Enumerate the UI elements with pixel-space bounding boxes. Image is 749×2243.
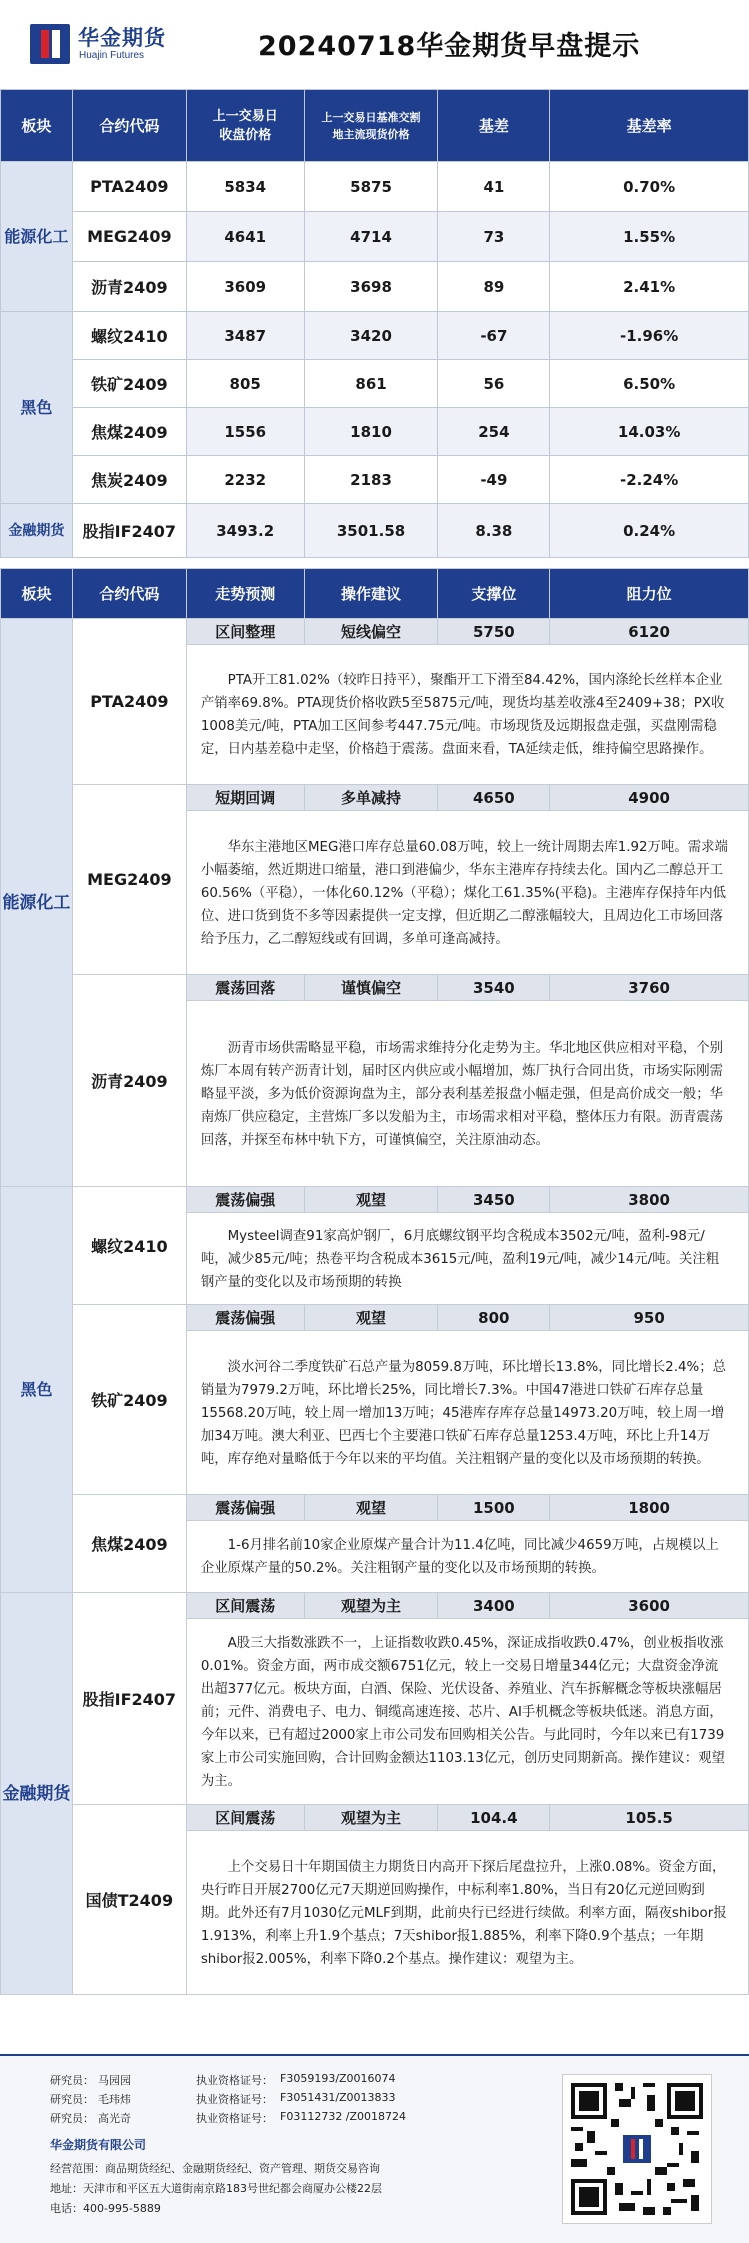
header-close-price: 上一交易日 收盘价格	[186, 90, 304, 162]
qr-code-icon	[562, 2074, 712, 2224]
support-level: 3450	[438, 1187, 550, 1213]
support-level: 4650	[438, 785, 550, 811]
contract-code: 铁矿2409	[72, 1305, 186, 1495]
resistance-level: 3600	[550, 1593, 749, 1619]
contract-code: MEG2409	[72, 785, 186, 975]
table-row	[1, 619, 749, 645]
operation-advice: 谨慎偏空	[304, 975, 438, 1001]
support-level: 3540	[438, 975, 550, 1001]
table-row	[1, 408, 749, 456]
cert-number: F3059193/Z0016074	[280, 2072, 396, 2085]
contract-code: 焦炭2409	[72, 456, 186, 504]
analysis-text: 华东主港地区MEG港口库存总量60.08万吨，较上一统计周期去库1.92万吨。需求端小幅萎缩，然近期进口缩量，港口到港偏少，华东主港库存持续去化。国内乙二醇总开工60.56%（平稳），一体化60.12%（平稳）；煤化工61.35%(平稳)。主港库存保持年内低位、进口货到货不多等因素提供一定支撑，但近期乙二醇涨幅较大，且周边化工市场回落给予压力，乙二醇短线或有回调，多单可逢高减持。	[186, 811, 748, 975]
sector-energy: 能源化工	[1, 619, 73, 1187]
basis-rate: -2.24%	[550, 456, 749, 504]
basis-value: 73	[438, 212, 550, 262]
spot-price: 5875	[304, 162, 438, 212]
contract-code: PTA2409	[72, 162, 186, 212]
brand-name-cn: 华金期货	[78, 26, 166, 50]
operation-advice: 观望	[304, 1305, 438, 1331]
header-sector: 板块	[1, 90, 73, 162]
close-price: 3609	[186, 262, 304, 312]
report-title: 20240718华金期货早盘提示	[258, 31, 641, 62]
cert-number: F3051431/Z0013833	[280, 2091, 396, 2104]
strategy-table	[0, 568, 749, 1995]
sector-finance: 金融期货	[1, 504, 73, 558]
resistance-level: 950	[550, 1305, 749, 1331]
resistance-level: 6120	[550, 619, 749, 645]
close-price: 2232	[186, 456, 304, 504]
resistance-level: 1800	[550, 1495, 749, 1521]
basis-value: 254	[438, 408, 550, 456]
close-price: 4641	[186, 212, 304, 262]
operation-advice: 观望为主	[304, 1805, 438, 1831]
operation-advice: 观望	[304, 1187, 438, 1213]
basis-value: 41	[438, 162, 550, 212]
trend-forecast: 区间整理	[186, 619, 304, 645]
contract-code: 焦煤2409	[72, 1495, 186, 1593]
firm-name: 华金期货有限公司	[50, 2138, 147, 2152]
table-row	[1, 504, 749, 558]
operation-advice: 观望为主	[304, 1593, 438, 1619]
cert-number: F03112732 /Z0018724	[280, 2110, 407, 2123]
basis-value: 89	[438, 262, 550, 312]
operation-advice: 观望	[304, 1495, 438, 1521]
trend-forecast: 区间震荡	[186, 1593, 304, 1619]
header-resistance: 阻力位	[550, 569, 749, 619]
report-footer	[0, 2054, 749, 2243]
header-advice: 操作建议	[304, 569, 438, 619]
table-row	[1, 1805, 749, 1831]
firm-phone: 电话：400-995-5889	[50, 2202, 161, 2215]
table-row	[1, 1187, 749, 1213]
cert-label: 执业资格证号：	[196, 2093, 273, 2106]
trend-forecast: 震荡回落	[186, 975, 304, 1001]
resistance-level: 105.5	[550, 1805, 749, 1831]
spot-price: 3420	[304, 312, 438, 360]
basis-table	[0, 89, 749, 558]
header-contract: 合约代码	[72, 90, 186, 162]
header-sector: 板块	[1, 569, 73, 619]
header-basis: 基差	[438, 90, 550, 162]
analysis-text: A股三大指数涨跌不一，上证指数收跌0.45%，深证成指收跌0.47%，创业板指收涨0.01%。资金方面，两市成交额6751亿元，较上一交易日增量344亿元；大盘资金净流出超377亿元。板块方面，白酒、保险、光伏设备、养殖业、汽车拆解概念等板块涨幅居前；元件、消费电子、电力、铜缆高速连接、芯片、AI手机概念等板块低迷。消息方面，今年以来，已有超过2000家上市公司发布回购相关公告。与此同时，今年以来已有1739家上市公司实施回购，合计回购金额达1103.13亿元，创历史同期新高。操作建议：观望为主。	[186, 1619, 748, 1805]
sector-black: 黑色	[1, 312, 73, 504]
table-row	[1, 162, 749, 212]
trend-forecast: 区间震荡	[186, 1805, 304, 1831]
basis-rate: -1.96%	[550, 312, 749, 360]
trend-forecast: 短期回调	[186, 785, 304, 811]
analysis-text: Mysteel调查91家高炉钢厂，6月底螺纹钢平均含税成本3502元/吨，盈利-98元/吨，减少85元/吨；热卷平均含税成本3615元/吨，盈利19元/吨，减少14元/吨。关注粗钢产量的变化以及市场预期的转换	[186, 1213, 748, 1305]
support-level: 3400	[438, 1593, 550, 1619]
close-price: 805	[186, 360, 304, 408]
analysis-text: 1-6月排名前10家企业原煤产量合计为11.4亿吨，同比减少4659万吨，占规模以上企业原煤产量的50.2%。关注粗钢产量的变化以及市场预期的转换。	[186, 1521, 748, 1593]
analysis-text: PTA开工81.02%（较昨日持平），聚酯开工下滑至84.42%，国内涤纶长丝样本企业产销率69.8%。PTA现货价格收跌5至5875元/吨，现货均基差收涨4至2409+38；PX收1008美元/吨，PTA加工区间参考447.75元/吨。市场现货及远期报盘走强，买盘刚需稳定，日内基差稳中走坚，价格趋于震荡。盘面来看，TA延续走低，维持偏空思路操作。	[186, 645, 748, 785]
table-row	[1, 456, 749, 504]
analysis-text: 上个交易日十年期国债主力期货日内高开下探后尾盘拉升，上涨0.08%。资金方面，央行昨日开展2700亿元7天期逆回购操作，中标利率1.80%，当日有20亿元逆回购到期。此外还有7月1030亿元MLF到期，此前央行已经进行续做。利率方面，隔夜shibor报1.913%，利率上升1.9个基点；7天shibor报1.885%，利率下降0.9个基点；一年期shibor报2.005%，利率下降0.2个基点。操作建议：观望为主。	[186, 1831, 748, 1995]
spot-price: 861	[304, 360, 438, 408]
spot-price: 3501.58	[304, 504, 438, 558]
close-price: 1556	[186, 408, 304, 456]
header-contract: 合约代码	[72, 569, 186, 619]
logo-mark-icon	[30, 24, 70, 64]
table-row	[1, 975, 749, 1001]
support-level: 5750	[438, 619, 550, 645]
contract-code: 铁矿2409	[72, 360, 186, 408]
contract-code: 股指IF2407	[72, 1593, 186, 1805]
researcher-name: 高光奇	[98, 2112, 131, 2125]
header-basis-rate: 基差率	[550, 90, 749, 162]
sector-finance: 金融期货	[1, 1593, 73, 1995]
contract-code: 沥青2409	[72, 262, 186, 312]
firm-address: 地址：天津市和平区五大道街南京路183号世纪都会商厦办公楼22层	[50, 2182, 382, 2195]
basis-rate: 1.55%	[550, 212, 749, 262]
support-level: 800	[438, 1305, 550, 1331]
sector-energy: 能源化工	[1, 162, 73, 312]
table-row	[1, 1593, 749, 1619]
basis-value: -67	[438, 312, 550, 360]
table-row	[1, 785, 749, 811]
header-support: 支撑位	[438, 569, 550, 619]
spot-price: 1810	[304, 408, 438, 456]
contract-code: MEG2409	[72, 212, 186, 262]
table-row	[1, 360, 749, 408]
business-scope: 经营范围：商品期货经纪、金融期货经纪、资产管理、期货交易咨询	[50, 2162, 380, 2175]
cert-label: 执业资格证号：	[196, 2112, 273, 2125]
brand-logo	[30, 20, 180, 68]
support-level: 104.4	[438, 1805, 550, 1831]
basis-rate: 14.03%	[550, 408, 749, 456]
header-spot-price: 上一交易日基准交割 地主流现货价格	[304, 90, 438, 162]
spot-price: 3698	[304, 262, 438, 312]
operation-advice: 多单减持	[304, 785, 438, 811]
contract-code: 国债T2409	[72, 1805, 186, 1995]
researcher-label: 研究员：	[50, 2112, 94, 2125]
table-row	[1, 1305, 749, 1331]
basis-rate: 0.24%	[550, 504, 749, 558]
researcher-label: 研究员：	[50, 2093, 94, 2106]
researcher-name: 马园园	[98, 2074, 131, 2087]
basis-rate: 2.41%	[550, 262, 749, 312]
support-level: 1500	[438, 1495, 550, 1521]
contract-code: 焦煤2409	[72, 408, 186, 456]
basis-rate: 0.70%	[550, 162, 749, 212]
resistance-level: 4900	[550, 785, 749, 811]
analysis-text: 沥青市场供需略显平稳，市场需求维持分化走势为主。华北地区供应相对平稳，个别炼厂本周有转产沥青计划，届时区内供应或小幅增加，炼厂执行合同出货，市场实际刚需略显平淡，多为低价资源询盘为主，部分表利基差报盘小幅走强，但是高价成交一般；华南炼厂供应稳定，主营炼厂多以发船为主，市场需求相对平稳，整体压力有限。沥青震荡回落，并探至布林中轨下方，可谨慎偏空，关注原油动态。	[186, 1001, 748, 1187]
report-header	[0, 0, 749, 86]
researcher-label: 研究员：	[50, 2074, 94, 2087]
operation-advice: 短线偏空	[304, 619, 438, 645]
table-row	[1, 312, 749, 360]
contract-code: 沥青2409	[72, 975, 186, 1187]
basis-value: 8.38	[438, 504, 550, 558]
close-price: 5834	[186, 162, 304, 212]
contract-code: PTA2409	[72, 619, 186, 785]
brand-name-en: Huajin Futures	[79, 50, 145, 61]
basis-value: 56	[438, 360, 550, 408]
trend-forecast: 震荡偏强	[186, 1495, 304, 1521]
header-trend: 走势预测	[186, 569, 304, 619]
close-price: 3487	[186, 312, 304, 360]
table-row	[1, 262, 749, 312]
sector-black: 黑色	[1, 1187, 73, 1593]
basis-value: -49	[438, 456, 550, 504]
table-row	[1, 1495, 749, 1521]
resistance-level: 3800	[550, 1187, 749, 1213]
contract-code: 螺纹2410	[72, 1187, 186, 1305]
cert-label: 执业资格证号：	[196, 2074, 273, 2087]
spot-price: 4714	[304, 212, 438, 262]
analysis-text: 淡水河谷二季度铁矿石总产量为8059.8万吨，环比增长13.8%，同比增长2.4%；总销量为7979.2万吨，环比增长25%，同比增长7.3%。中国47港进口铁矿石库存总量15568.20万吨，较上周一增加13万吨；45港库存库存总量14973.20万吨，较上周一增加34万吨。澳大利亚、巴西七个主要港口铁矿石库存总量1253.4万吨，环比上升14万吨，库存绝对量略低于今年以来的平均值。关注粗钢产量的变化以及市场预期的转换。	[186, 1331, 748, 1495]
resistance-level: 3760	[550, 975, 749, 1001]
table-row	[1, 212, 749, 262]
contract-code: 股指IF2407	[72, 504, 186, 558]
trend-forecast: 震荡偏强	[186, 1187, 304, 1213]
basis-rate: 6.50%	[550, 360, 749, 408]
researcher-name: 毛玮炜	[98, 2093, 131, 2106]
trend-forecast: 震荡偏强	[186, 1305, 304, 1331]
contract-code: 螺纹2410	[72, 312, 186, 360]
close-price: 3493.2	[186, 504, 304, 558]
spot-price: 2183	[304, 456, 438, 504]
